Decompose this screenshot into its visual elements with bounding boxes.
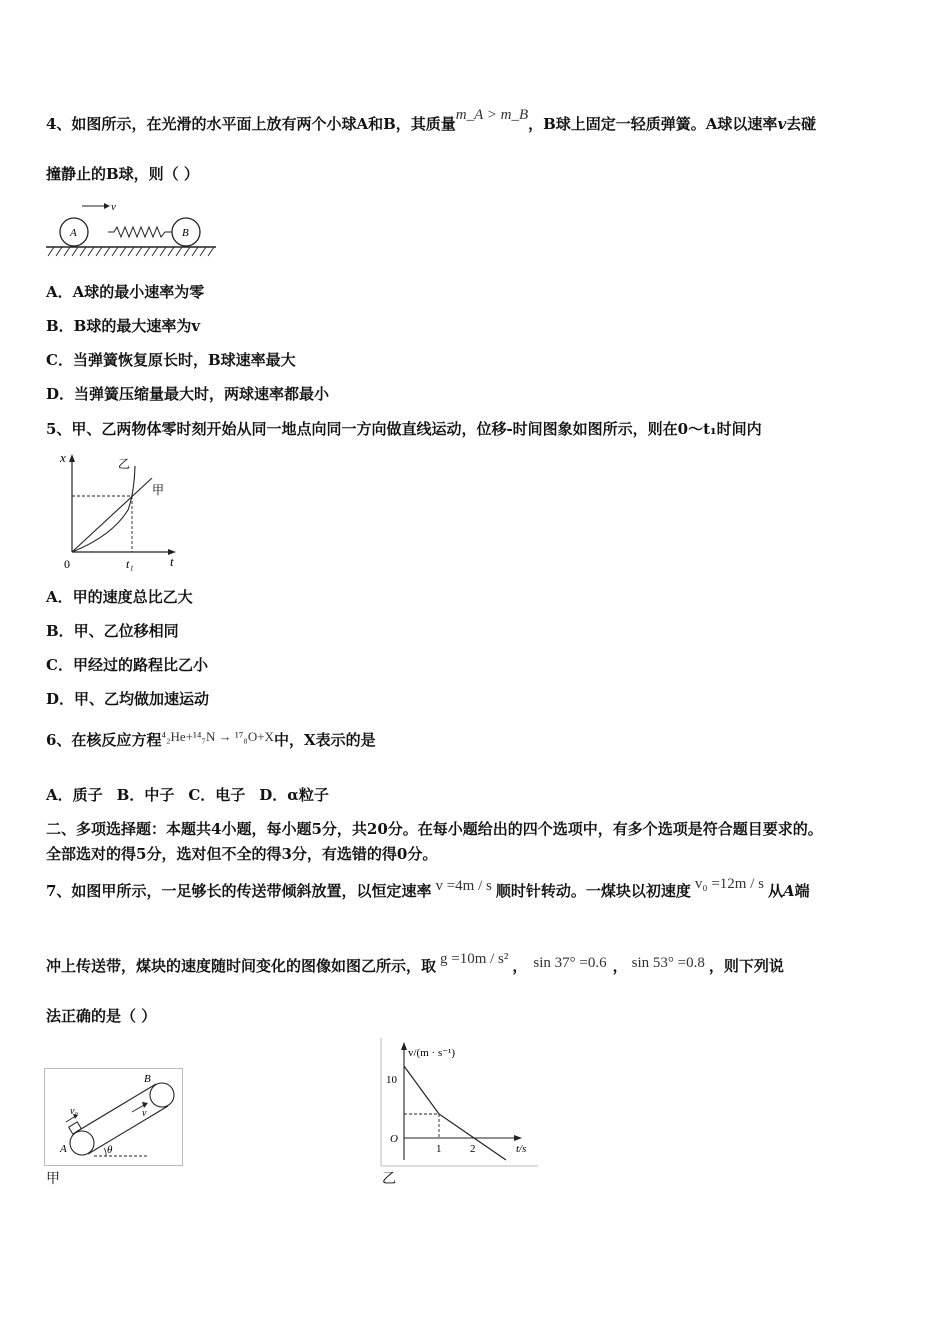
x-axis-label: x bbox=[60, 450, 66, 465]
q5-option-c: C．甲经过的路程比乙小 bbox=[46, 656, 208, 674]
q6-option-a: A．质子 bbox=[46, 786, 103, 804]
v-label: v bbox=[142, 1108, 147, 1119]
q4-option-c: C．当弹簧恢复原长时，B球速率最大 bbox=[46, 351, 296, 369]
q6-options bbox=[46, 785, 343, 805]
q6-option-c: C．电子 bbox=[188, 786, 246, 804]
curve-jia bbox=[72, 478, 152, 552]
nuclear-equation: ⁴₂He+¹⁴₇N → ¹⁷₈O+X bbox=[161, 729, 274, 744]
origin-o-label: O bbox=[390, 1133, 398, 1145]
q6-stem: 6、在核反应方程⁴₂He+¹⁴₇N → ¹⁷₈O+X中，X表示的是 bbox=[46, 729, 376, 749]
q6-option-d: D．α粒子 bbox=[259, 786, 329, 804]
q5-stem: 5、甲、乙两物体零时刻开始从同一地点向同一方向做直线运动，位移-时间图象如图所示，则在0～t₁时间内 bbox=[46, 420, 762, 438]
q5-option-b: B．甲、乙位移相同 bbox=[46, 622, 179, 640]
ball-b-label: B bbox=[182, 227, 189, 239]
spring bbox=[108, 227, 172, 237]
y10-label: 10 bbox=[386, 1074, 397, 1086]
jia-label: 甲 bbox=[152, 483, 165, 497]
section2-line1: 二、多项选择题：本题共4小题，每小题5分，共20分。在每小题给出的四个选项中，有多个选项是符合题目要求的。 bbox=[46, 820, 823, 838]
sin37: sin 37° =0.6 bbox=[533, 955, 607, 971]
q4-option-b: B．B球的最大速率为v bbox=[46, 317, 201, 335]
belt-speed: v =4m / s bbox=[435, 878, 492, 894]
q6-option-b: B．中子 bbox=[116, 786, 175, 804]
yi-label: 乙 bbox=[118, 457, 131, 471]
q4-option-a: A．A球的最小速率为零 bbox=[46, 283, 205, 301]
g-value: g =10m / s² bbox=[440, 951, 509, 967]
coal-block bbox=[69, 1122, 82, 1134]
t-axis-label-yi: t/s bbox=[516, 1143, 527, 1155]
x2-label: 2 bbox=[470, 1143, 476, 1155]
q4-v-label: v bbox=[111, 201, 116, 213]
t-axis-label: t bbox=[170, 554, 174, 569]
x1-label: 1 bbox=[436, 1143, 442, 1155]
origin-label: 0 bbox=[64, 557, 70, 571]
q4-mass-relation: m_A > m_B bbox=[455, 107, 529, 123]
q4-option-d: D．当弹簧压缩量最大时，两球速率都最小 bbox=[46, 385, 330, 403]
q4-line2: 撞静止的B球，则（ ） bbox=[46, 165, 199, 183]
ball-a-label: A bbox=[70, 227, 77, 239]
t1-label: t₁ bbox=[126, 557, 134, 571]
q7-fig-yi bbox=[380, 1036, 540, 1168]
q7-line2: 冲上传送带，煤块的速度随时间变化的图像如图乙所示，取 g =10m / s² ， sin 37° =0.6 ， sin 53° =0.8 ，则下列说 bbox=[46, 951, 784, 975]
point-a-label: A bbox=[60, 1143, 67, 1155]
vt-line bbox=[404, 1066, 506, 1160]
v-axis-label: v/(m · s⁻¹) bbox=[408, 1047, 455, 1059]
q5-xt-graph bbox=[52, 448, 192, 572]
q4-line1: 4、如图所示，在光滑的水平面上放有两个小球A和B，其质量m_A > m_B，B球上固定一轻质弹簧。A球以速率v去碰 bbox=[46, 107, 817, 133]
caption-jia: 甲 bbox=[46, 1171, 60, 1187]
section2-line2: 全部选对的得5分，选对但不全的得3分，有选错的得0分。 bbox=[46, 845, 438, 863]
q4-figure bbox=[44, 196, 224, 260]
q5-option-d: D．甲、乙均做加速运动 bbox=[46, 690, 210, 708]
point-b-label: B bbox=[144, 1073, 151, 1085]
q5-option-a: A．甲的速度总比乙大 bbox=[46, 588, 193, 606]
sin53: sin 53° =0.8 bbox=[631, 955, 705, 971]
q7-line3: 法正确的是（ ） bbox=[46, 1007, 157, 1025]
q7-fig-jia bbox=[44, 1068, 184, 1168]
v0-label: v₀ bbox=[70, 1106, 78, 1117]
curve-yi bbox=[72, 466, 135, 552]
theta-label: θ bbox=[107, 1144, 113, 1156]
caption-yi: 乙 bbox=[382, 1171, 396, 1187]
q7-line1: 7、如图甲所示，一足够长的传送带倾斜放置，以恒定速率 v =4m / s 顺时针转动。一煤块以初速度 v₀ =12m / s 从A端 bbox=[46, 876, 810, 900]
initial-speed: v₀ =12m / s bbox=[694, 876, 764, 892]
